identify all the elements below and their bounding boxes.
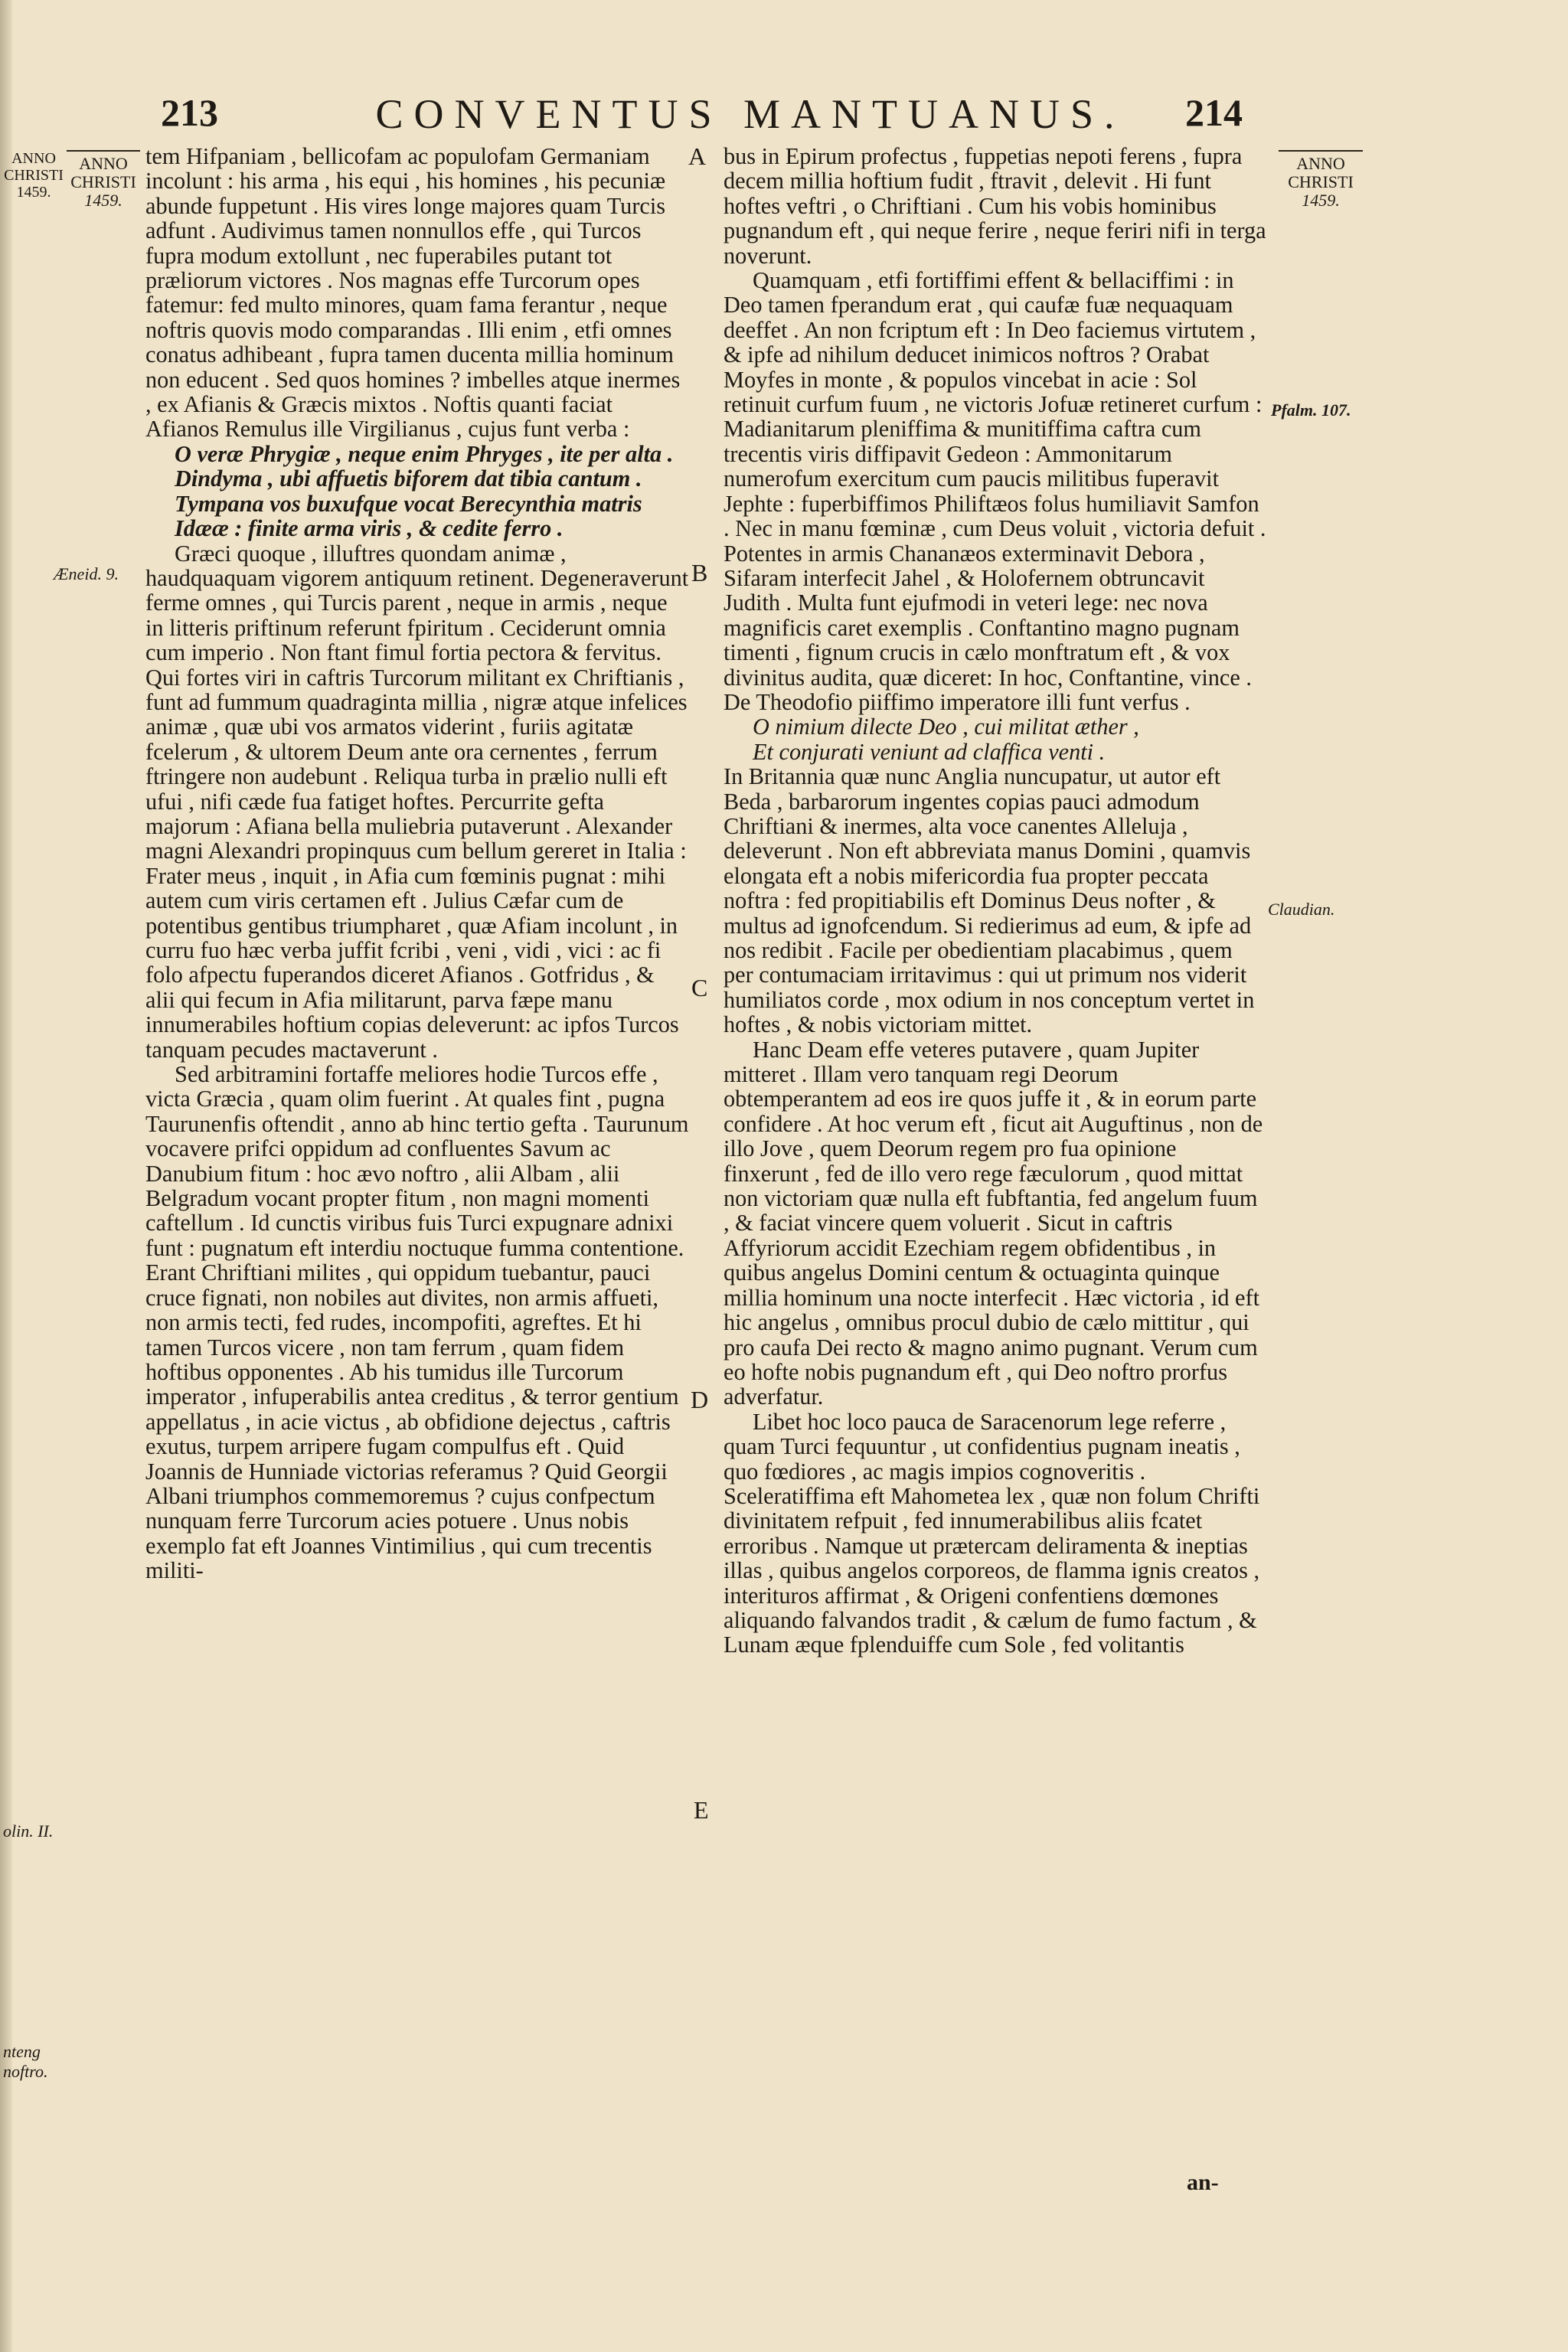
verse-line: Tympana vos buxufque vocat Berecynthia matris bbox=[175, 490, 642, 517]
verse-line: O nimium dilecte Deo , cui militat æther , bbox=[753, 714, 1139, 740]
paragraph: Quamquam , etfi fortiffimi effent & bellaciffimi : in Deo tamen fperandum erat , qui caufæ fuæ nequaquam deeffet . An non fcriptum eft : In Deo faciemus virtutem , & ipfe ad nihilum deducet inimicos noftros ? Orabat Moyfes in monte , & populos vincebat in acie : Sol retinuit curfum fuum , ne victoris Jofuæ retineret curfum : Madianitarum pleniffima & munitiffima caftra cum trecentis viris diffipavit Gedeon : Ammonitarum numerofum exercitum cum paucis militibus fuperavit Jephte : fuperbiffimos Philiftæos folus humiliavit Samfon . Nec in manu fœminæ , cum Deus voluit , victoria defuit . Potentes in armis Chananæos exterminavit Debora , Sifaram interfecit Jahel , & Holofernem obtruncavit Judith . Multa funt ejufmodi in veteri lege: nec nova magnificis caret exemplis . Conftantino magno pugnam timenti , fignum crucis in cælo monftratum eft , & vox divinitus audita, quæ diceret: In hoc, Conftantine, vince . De Theodofio piiffimo imperatore illi funt verfus . bbox=[724, 267, 1266, 715]
verse-line: Et conjurati veniunt ad claffica venti . bbox=[753, 738, 1106, 765]
anno-note-right: ANNO CHRISTI 1459. bbox=[1271, 150, 1370, 210]
paragraph: Libet hoc loco pauca de Saracenorum lege referre , quam Turci fequuntur , ut confidentius pugnam ineatis , quo fœdiores , ac magis impios cognoveritis . Sceleratiffima eft Mahometea lex , quæ non folum Chrifti divinitatem refpuit , fed innumerabilibus aliis fcatet erroribus . Namque ut prætercam deliramenta & ineptias illas , quibus angelos corporeos, de flamma ignis creatos , interituros affirmat , & Origeni confentiens dœmones aliquando falvandos tradit , & cælum de fumo factum , & Lunam æque fplenduiffe cum Sole , fed volitantis bbox=[724, 1408, 1260, 1658]
paragraph: Sed arbitramini fortaffe meliores hodie Turcos effe , victa Græcia , quam olim fuerint . At quales fint , pugna Taurunenfis oftendit , anno ab hinc tertio gefta . Taurunum vocavere prifci oppidum ad confluentes Savum ac Danubium fitum : hoc ævo noftro , alii Albam , alii Belgradum vocant propter fitum , non magni momenti caftellum . Id cunctis viribus fuis Turci expugnare adnixi funt : pugnatum eft interdiu noctuque fumma contentione. Erant Chriftiani milites , qui oppidum tuebantur, pauci cruce fignati, non nobiles aut divites, non armis affueti, non armis tecti, fed rudes, incompofiti, agreftes. Et hi tamen Turcos vicere , non tam ferrum , quam fidem hoftibus opponentes . Ab his tumidus ille Turcorum imperator , infuperabilis antea creditus , & terror gentium appellatus , in acie victus , ab obfidione dejectus , caftris exutus, turpem arripere fugam compulfus eft . Quid Joannis de Hunniade victorias referamus ? Quid Georgii Albani triumphos commemoremus ? cujus confpectum nunquam ferre Turcorum acies potuere . Unus nobis exemplo fat eft Joannes Vintimilius , qui cum trecentis militi- bbox=[145, 1061, 689, 1584]
section-letter-b: B bbox=[691, 559, 708, 586]
paragraph: bus in Epirum profectus , fuppetias nepoti ferens , fupra decem millia hoftium fudit , ftravit , delevit . Hi funt hoftes veftri , o Chriftiani . Cum his vobis hominibus pugnandum eft , qui neque ferire , neque feriri nifi in terga noverunt. bbox=[724, 144, 1266, 269]
margin-note-aeneid: Æneid. 9. bbox=[54, 564, 119, 583]
paragraph: Hanc Deam effe veteres putavere , quam Jupiter mitteret . Illam vero tanquam regi Deorum obtemperantem ad eos ire quos juffe it , & in eorum parte confidere . At hoc verum eft , ficut ait Auguftinus , non de illo Jove , quem Deorum regem pro fua opinione finxerunt , fed de illo vero rege fæculorum , quod mittat non victoriam quæ nulla eft fubftantia, fed angelum fuum , & faciat vincere quem voluerit . Sicut in caftris Affyriorum accidit Ezechiam regem obfidentibus , in quibus angelus Domini centum & octuaginta quinque millia hominum una nocte interfecit . Hæc victoria , id eft hic angelus , omnibus procul dubio de cælo mittitur , qui pro caufa Dei recto & magno animo pugnant. Verum cum eo hofte nobis pugnandum eft , qui Deo noftro prorfus adverfatur. bbox=[724, 1036, 1263, 1410]
binding-gutter bbox=[0, 0, 12, 2352]
page-header bbox=[0, 83, 1568, 152]
verse-line: O veræ Phrygiæ , neque enim Phryges , ite per alta . bbox=[175, 440, 674, 467]
margin-note-lower: olin. II. bbox=[3, 1821, 54, 1841]
paragraph: In Britannia quæ nunc Anglia nuncupatur, ut autor eft Beda , barbarorum ingentes copias pauci admodum Chriftiani & inermes, alta voce canentes Alleluja , deleverunt . Non eft abbreviata manus Domini , quamvis elongata eft a nobis mifericordia fua propter peccata noftra : fed propitiabilis eft Dominus Deus nofter , & multus ad ignofcendum. Si redierimus ad eum, & ipfe ad nos redibit . Facile per obedientiam placabimus , quem per contumaciam irritavimus : qui ut primum nos viderit humiliatos corde , mox odium in nos conceptum vertet in hoftes , & nobis victoriam mittet. bbox=[724, 763, 1255, 1038]
margin-note-psalm: Pfalm. 107. bbox=[1271, 400, 1351, 420]
section-letter-c: C bbox=[691, 974, 708, 1001]
section-letter-e: E bbox=[694, 1796, 709, 1824]
verse-line: Dindyma , ubi affuetis biforem dat tibia cantum . bbox=[175, 466, 642, 492]
anno-inner-note-left: ANNO CHRISTI 1459. bbox=[61, 150, 145, 210]
section-letter-d: D bbox=[691, 1386, 709, 1413]
running-title: CONVENTUS MANTUANUS. bbox=[375, 91, 1125, 137]
left-text-column bbox=[145, 144, 689, 2142]
paragraph: Græci quoque , illuftres quondam animæ , haudquaquam vigorem antiquum retinent. Degeneraverunt ferme omnes , qui Turcis parent , neque in armis , neque in litteris priftinum referunt fpiritum . Ceciderunt omnia cum imperio . Non ftant fimul fortia pectora & fervitus. Qui fortes viri in caftris Turcorum militant ex Chriftianis , funt ad fummum quadraginta millia , nigræ atque infelices animæ , quæ ubi vos armatos viderint , furiis agitatæ fcelerum , & ultorem Deum ante ora cernentes , ferrum ftringere non audebunt . Reliqua turba in prælio nulli eft ufui , nifi cæde fua fatiget hoftes. Percurrite gefta majorum : Afiana bella muliebria putaverunt . Alexander magni Alexandri propinquus cum bellum gereret in Italia : Frater meus , inquit , in Afia cum fœminis pugnat : mihi autem cum viris certamen eft . Julius Cæfar cum de potentibus gentibus triumpharet , quæ Afiam incolunt , in curru fuo hæc verba juffit fcribi , veni , vidi , vici : ac fi folo afpectu fuperandos diceret Afianos . Gotfridus , & alii qui fecum in Afia militarunt, parva fæpe manu innumerabiles hoftium copias deleverunt: ac ipfos Turcos tanquam pecudes mactaverunt . bbox=[145, 540, 689, 1063]
right-page-number: 214 bbox=[1185, 91, 1243, 134]
margin-note-claudian: Claudian. bbox=[1268, 900, 1335, 919]
paragraph: tem Hifpaniam , bellicofam ac populofam Germaniam incolunt : his arma , his equi , his homines , his pecuniæ abunde fuppetunt . His vires longe majores quam Turcis adfunt . Audivimus tamen nonnullos effe , qui Turcos fupra modum extollunt , nec fuperabiles putant tot præliorum victores . Nos magnas effe Turcorum opes fatemur: fed multo minores, quam fama ferantur , neque noftris quovis modo comparandas . Illi enim , etfi omnes conatus adhibeant , fupra tamen ducenta millia hominum non educent . Sed quos homines ? imbelles atque inermes , ex Afianis & Græcis mixtos . Noftis quanti faciat Afianos Remulus ille Virgilianus , cujus funt verba : bbox=[145, 144, 681, 443]
verse-line: Idææ : finite arma viris , & cedite ferro . bbox=[175, 515, 564, 542]
catchword: an- bbox=[1187, 2170, 1219, 2195]
right-text-column bbox=[724, 144, 1267, 2142]
section-letter-a: A bbox=[688, 142, 707, 170]
margin-note-bottom-1: nteng bbox=[3, 2042, 41, 2061]
anno-outer-note: ANNO CHRISTI 1459. bbox=[4, 150, 64, 201]
margin-note-bottom-2: noftro. bbox=[3, 2062, 48, 2081]
left-page-number: 213 bbox=[161, 91, 218, 134]
